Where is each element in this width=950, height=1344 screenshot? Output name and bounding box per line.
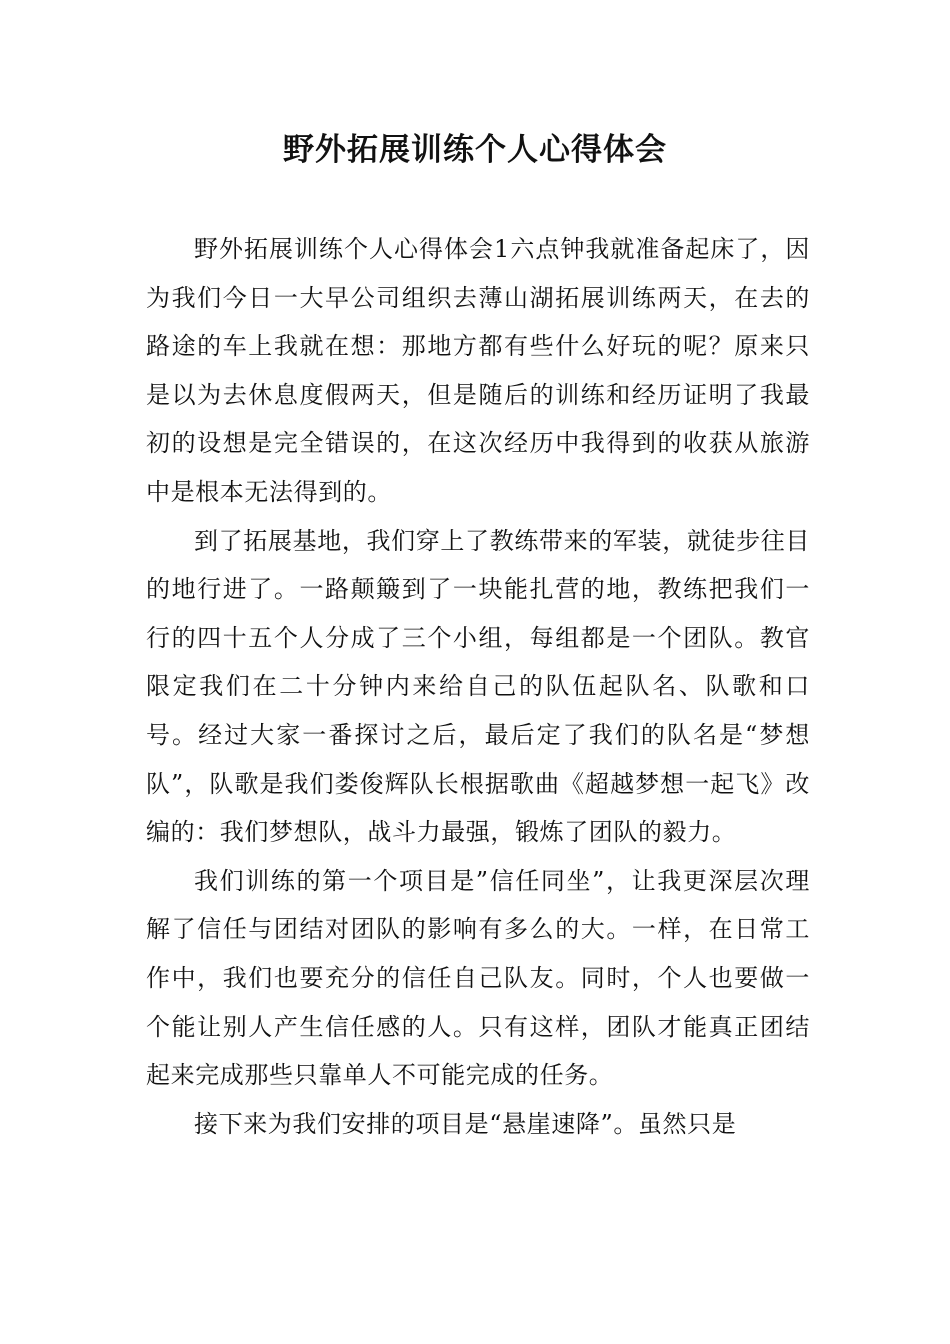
paragraph: 接下来为我们安排的项目是“悬崖速降”。虽然只是 [194,1109,737,1138]
paragraph: 野外拓展训练个人心得体会1六点钟我就准备起床了，因为我们今日一大早公司组织去薄山湖拓展训练两天，在去的路途的车上我就在想：那地方都有些什么好玩的呢？原来只是以为去休息度假两天，但是随后的训练和经历证明了我最初的设想是完全错误的，在这次经历中我得到的收获从旅游中是根本无法得到的。 [146,235,810,506]
document-body [146,225,810,1148]
paragraph: 我们训练的第一个项目是”信任同坐”，让我更深层次理解了信任与团结对团队的影响有多么的大。一样，在日常工作中，我们也要充分的信任自己队友。同时，个人也要做一个能让别人产生信任感的人。只有这样，团队才能真正团结起来完成那些只靠单人不可能完成的任务。 [146,866,810,1090]
document-title: 野外拓展训练个人心得体会 [283,132,667,168]
paragraph: 到了拓展基地，我们穿上了教练带来的军装，就徒步往目的地行进了。一路颠簸到了一块能扎营的地，教练把我们一行的四十五个人分成了三个小组，每组都是一个团队。教官限定我们在二十分钟内来给自己的队伍起队名、队歌和口号。经过大家一番探讨之后，最后定了我们的队名是“梦想队”，队歌是我们娄俊辉队长根据歌曲《超越梦想一起飞》改编的：我们梦想队，战斗力最强，锻炼了团队的毅力。 [146,526,810,847]
